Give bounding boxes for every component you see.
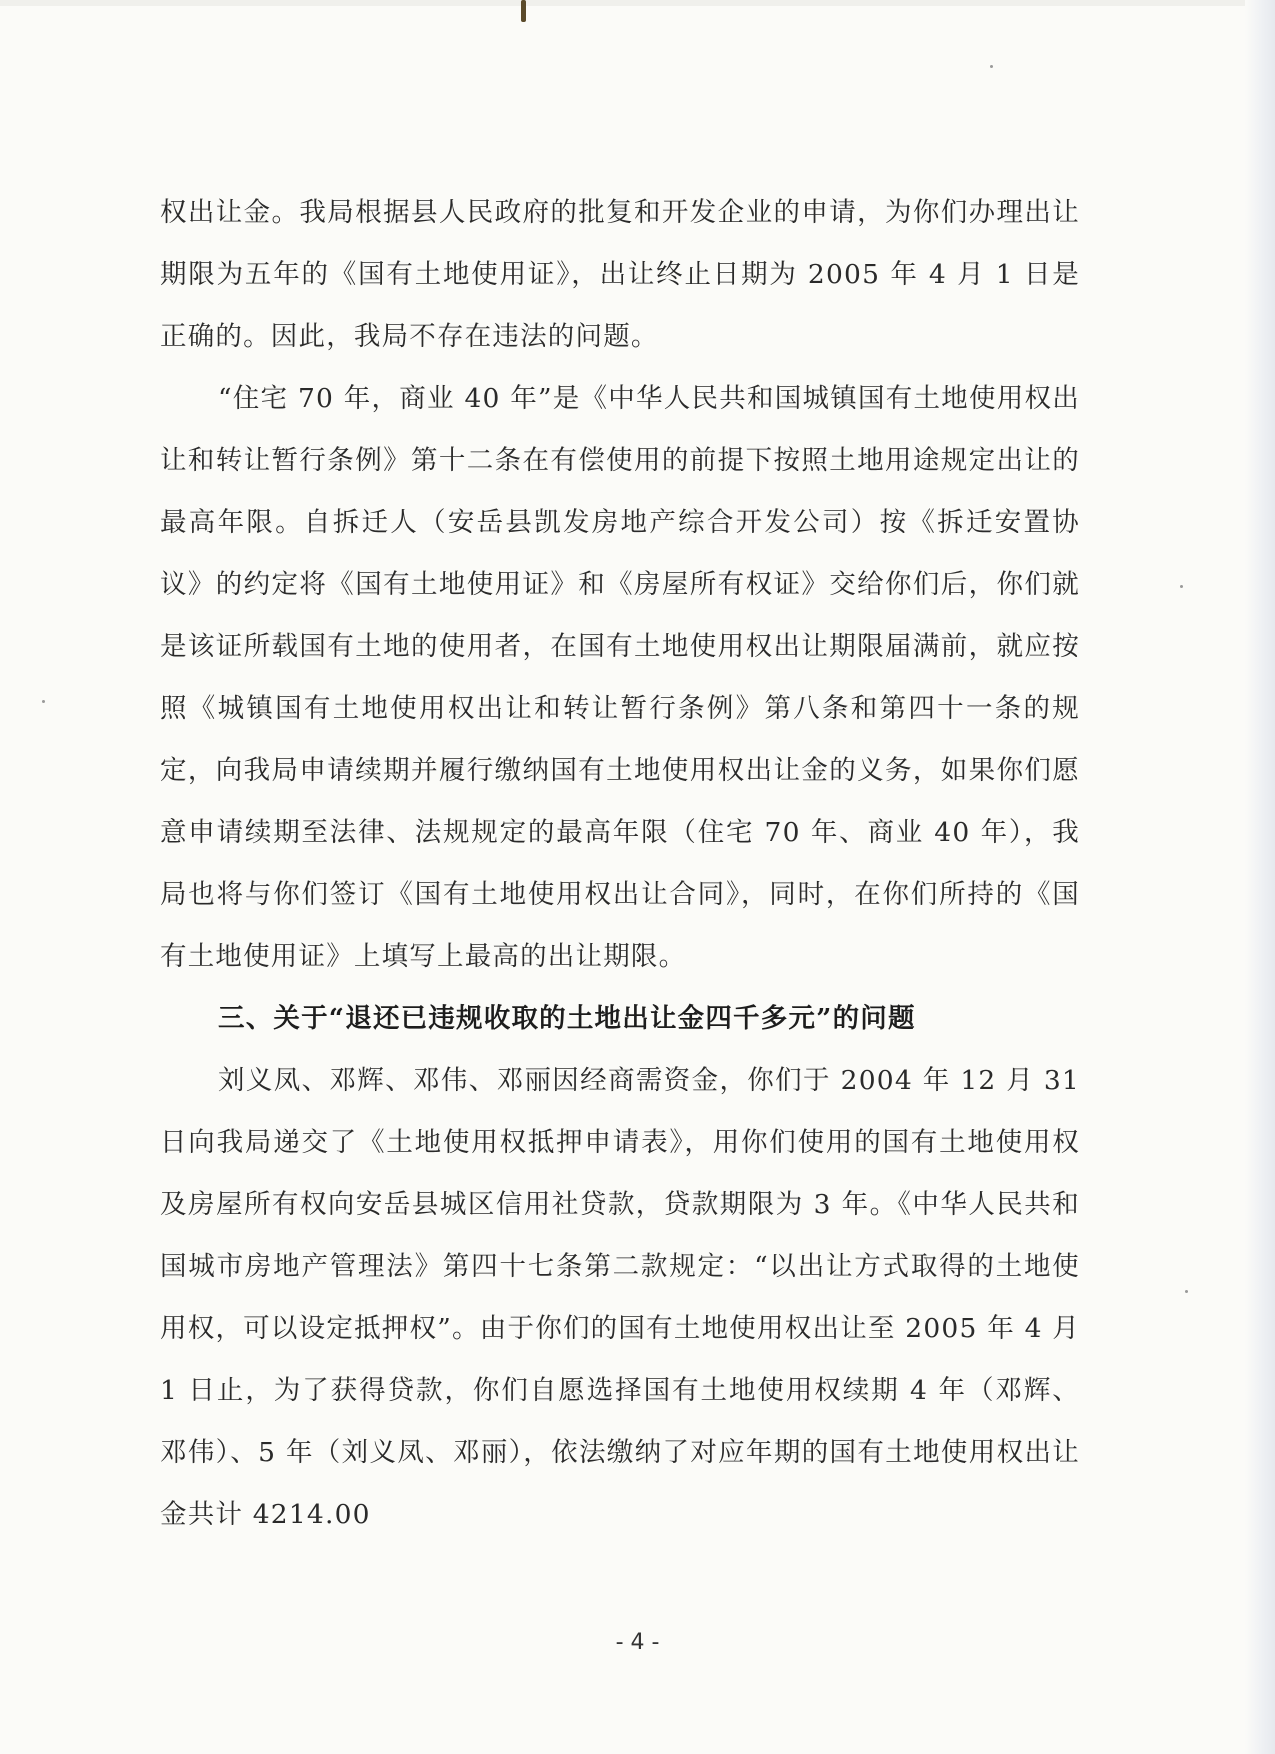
page-number: - 4 - [615, 1630, 660, 1655]
paragraph-term-limits: “住宅 70 年，商业 40 年”是《中华人民共和国城镇国有土地使用权出让和转让暂行条例》第十二条在有偿使用的前提下按照土地用途规定出让的最高年限。自拆迁人（安岳县凯发房地产综合开发公司）按《拆迁安置协议》的约定将《国有土地使用证》和《房屋所有权证》交给你们后，你们就是该证所载国有土地的使用者，在国有土地使用权出让期限届满前，就应按照《城镇国有土地使用权出让和转让暂行条例》第八条和第四十一条的规定，向我局申请续期并履行缴纳国有土地使用权出让金的义务，如果你们愿意申请续期至法律、法规规定的最高年限（住宅 70 年、商业 40 年），我局也将与你们签订《国有土地使用权出让合同》，同时，在你们所持的《国有土地使用证》上填写上最高的出让期限。 [160, 383, 1080, 972]
scan-speck [1185, 1290, 1188, 1293]
binding-mark [521, 0, 526, 22]
paragraph-mortgage: 刘义凤、邓辉、邓伟、邓丽因经商需资金，你们于 2004 年 12 月 31 日向我局递交了《土地使用权抵押申请表》，用你们使用的国有土地使用权及房屋所有权向安岳县城区信用社贷款，贷款期限为 3 年。《中华人民共和国城市房地产管理法》第四十七条第二款规定：“以出让方式取得的土地使用权，可以设定抵押权”。由于你们的国有土地使用权出让至 2005 年 4 月 1 日止，为了获得贷款，你们自愿选择国有土地使用权续期 4 年（邓辉、邓伟）、5 年（刘义凤、邓丽），依法缴纳了对应年期的国有土地使用权出让金共计 4214.00 [160, 1065, 1080, 1530]
document-body [160, 182, 1080, 1546]
scan-speck [42, 700, 45, 703]
paragraph-continuation: 权出让金。我局根据县人民政府的批复和开发企业的申请，为你们办理出让期限为五年的《国有土地使用证》，出让终止日期为 2005 年 4 月 1 日是正确的。因此，我局不存在违法的问题。 [160, 197, 1080, 352]
scan-speck [1180, 585, 1183, 588]
section-heading-3: 三、关于“退还已违规收取的土地出让金四千多元”的问题 [218, 1003, 916, 1034]
scan-edge-top [0, 0, 1275, 6]
scan-edge-right [1245, 0, 1275, 1754]
scan-speck [990, 65, 993, 68]
